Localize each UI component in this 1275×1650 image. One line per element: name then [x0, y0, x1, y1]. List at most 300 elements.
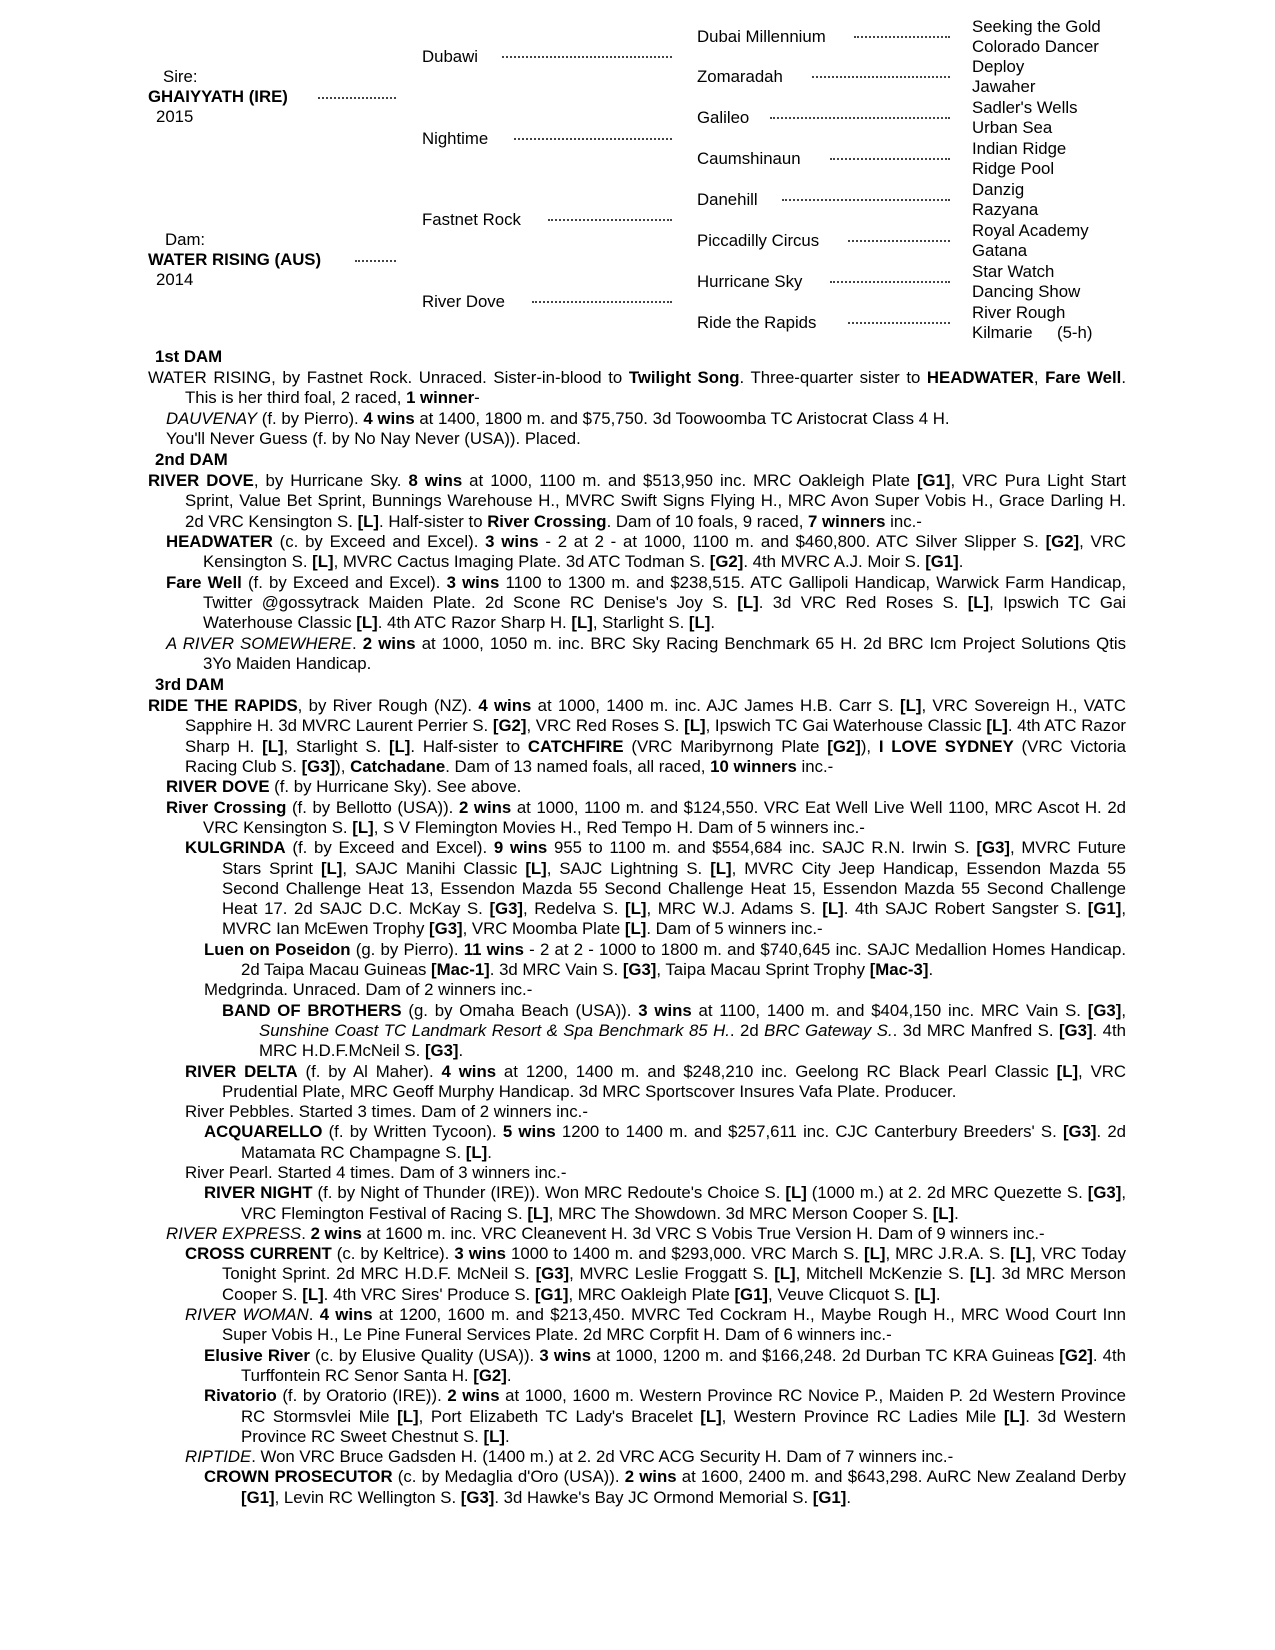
- dam-name: WATER RISING (AUS): [148, 250, 322, 269]
- entry-text: 4 wins: [363, 408, 415, 428]
- gen4-name: Gatana: [972, 241, 1028, 260]
- entry-text: River Pebbles. Started 3 times. Dam of 2 winners inc.-: [185, 1102, 588, 1122]
- leader-dots: [502, 56, 672, 58]
- gen4-name: Kilmarie: [972, 323, 1033, 342]
- entry-text: 8 wins: [408, 471, 463, 491]
- family-entry: [148, 1224, 1126, 1244]
- entry-text: [Mac-1]: [431, 960, 490, 980]
- entry-text: . 4th MRC H.D.F.McNeil S.: [259, 1020, 1126, 1061]
- entry-text: . 3d MRC Merson Cooper S.: [222, 1264, 1126, 1304]
- family-entry: [148, 1467, 1126, 1508]
- entry-text: RIVER DOVE: [166, 777, 270, 797]
- entry-text: [L]: [864, 1244, 886, 1264]
- entry-text: inc.-: [885, 511, 922, 531]
- entry-text: Rivatorio: [204, 1386, 277, 1406]
- leader-dots: [782, 199, 950, 201]
- entry-text: 10 winners: [710, 757, 797, 777]
- entry-text: 955 to 1100 m. and $554,684 inc. SAJC R.N. Irwin S.: [547, 838, 977, 858]
- entry-text: (c. by Keltrice).: [331, 1244, 455, 1264]
- family-entry: [148, 1183, 1126, 1224]
- entry-text: at 1000, 1400 m. inc. AJC James H.B. Carr S.: [531, 696, 900, 716]
- entry-text: 4 wins: [319, 1305, 373, 1325]
- entry-text: 3 wins: [485, 532, 539, 552]
- entry-text: [L]: [262, 736, 284, 756]
- entry-text: (f. by Pierro).: [257, 408, 364, 428]
- gen4-name: Ridge Pool: [972, 159, 1055, 178]
- entry-text: (f. by Exceed and Excel).: [241, 572, 447, 592]
- entry-text: Medgrinda. Unraced. Dam of 2 winners inc.-: [204, 980, 533, 1000]
- entry-text: , VRC Prudential Plate, MRC Geoff Murphy Handicap. 3d MRC Sportscover Insures Vafa Plate. Producer.: [222, 1061, 1127, 1101]
- entry-text: - 2 at 2 - at 1000, 1100 m. and $460,800. ATC Silver Slipper S.: [538, 532, 1046, 552]
- entry-text: RIVER NIGHT: [204, 1183, 313, 1203]
- entry-text: Fare Well: [166, 572, 242, 592]
- entry-text: .: [958, 552, 964, 572]
- entry-text: [L]: [822, 899, 844, 919]
- entry-text: 2 wins: [310, 1223, 362, 1243]
- entry-text: 2 wins: [362, 633, 416, 653]
- family-entry: [148, 1001, 1126, 1062]
- entry-text: [G3]: [429, 919, 463, 939]
- entry-text: ,: [1121, 1000, 1126, 1020]
- entry-text: (f. by Oratorio (IRE)).: [276, 1386, 448, 1406]
- leader-dots: [514, 138, 672, 140]
- entry-text: [G3]: [622, 960, 657, 980]
- entry-text: 2 wins: [624, 1467, 677, 1487]
- entry-text: . 4th MVRC A.J. Moir S.: [743, 552, 926, 572]
- entry-text: .: [458, 1041, 464, 1061]
- entry-text: , VRC Sovereign H., VATC Sapphire H. 3d MVRC Laurent Perrier S.: [185, 696, 1126, 736]
- entry-text: (f. by Hurricane Sky). See above.: [269, 777, 522, 797]
- entry-text: , Redelva S.: [523, 899, 625, 919]
- entry-text: [G3]: [976, 838, 1010, 858]
- entry-text: RIVER EXPRESS: [166, 1223, 302, 1243]
- entry-text: . 3d VRC Red Roses S.: [758, 592, 968, 612]
- gen4-name: Danzig: [972, 180, 1025, 199]
- entry-text: 3 wins: [446, 572, 500, 592]
- entry-text: at 1000, 1100 m. and $124,550. VRC Eat Well Live Well 1100, MRC Ascot H. 2d VRC Kensington S.: [203, 797, 1127, 837]
- entry-text: - 2 at 2 - 1000 to 1800 m. and $740,645 inc. SAJC Medallion Homes Handicap. 2d Taipa Macau Guineas: [241, 939, 1126, 980]
- entry-text: 4 wins: [478, 696, 532, 716]
- third-dam-heading: 3rd DAM: [155, 675, 224, 695]
- leader-dots: [854, 36, 950, 38]
- entry-text: [G3]: [535, 1264, 570, 1284]
- family-entry: [148, 409, 1126, 429]
- entry-text: , MRC W.J. Adams S.: [646, 899, 823, 919]
- gen4-name: Indian Ridge: [972, 139, 1067, 158]
- entry-text: , VRC Moomba Plate: [462, 919, 625, 939]
- entry-text: [G1]: [916, 471, 951, 491]
- entry-text: . 4th VRC Sires' Produce S.: [323, 1284, 535, 1304]
- entry-text: . 3d MRC Vain S.: [489, 960, 623, 980]
- entry-text: [L]: [397, 1406, 419, 1426]
- entry-text: [G1]: [812, 1487, 847, 1507]
- family-entry: [148, 980, 1126, 1000]
- family-entry: [148, 368, 1126, 409]
- gen3-name: Danehill: [697, 190, 758, 209]
- entry-text: , MVRC Future Stars Sprint: [222, 838, 1126, 878]
- entry-text: [G1]: [534, 1284, 569, 1304]
- entry-text: (g. by Pierro).: [350, 939, 464, 959]
- entry-text: (g. by Omaha Beach (USA)).: [401, 1000, 639, 1020]
- entry-text: , VRC Kensington S.: [203, 532, 1126, 572]
- entry-text: .: [352, 633, 363, 653]
- entry-text: , MRC J.R.A. S.: [885, 1244, 1010, 1264]
- entry-text: [G2]: [473, 1365, 507, 1385]
- entry-text: at 1000, 1600 m. Western Province RC Novice P., Maiden P. 2d Western Province RC Stormsvlei Mile: [241, 1386, 1126, 1426]
- entry-text: [L]: [483, 1426, 505, 1446]
- entry-text: [G1]: [734, 1284, 769, 1304]
- entry-text: . 4th Turffontein RC Senor Santa H.: [241, 1345, 1126, 1385]
- entry-text: Sunshine Coast TC Landmark Resort & Spa Benchmark 85 H.: [259, 1020, 730, 1040]
- family-entry: [148, 1122, 1126, 1163]
- entry-text: [L]: [465, 1142, 488, 1162]
- entry-text: (1000 m.) at 2. 2d MRC Quezette S.: [806, 1183, 1088, 1203]
- pedigree-chart: [0, 0, 1275, 350]
- sire-name: GHAIYYATH (IRE): [148, 87, 288, 106]
- entry-text: 2 wins: [458, 797, 512, 817]
- entry-text: , Western Province RC Ladies Mile: [721, 1406, 1004, 1426]
- entry-text: KULGRINDA: [185, 838, 286, 858]
- entry-text: Twilight Song: [628, 368, 740, 387]
- entry-text: Fare Well: [1045, 368, 1122, 387]
- first-dam-heading: 1st DAM: [155, 347, 223, 366]
- entry-text: . 2d Matamata RC Champagne S.: [241, 1122, 1127, 1162]
- entry-text: (f. by Written Tycoon).: [322, 1122, 503, 1142]
- entry-text: River Crossing: [487, 511, 607, 531]
- sire-label: Sire:: [163, 67, 198, 86]
- entry-text: River Pearl. Started 4 times. Dam of 3 winners inc.-: [185, 1162, 567, 1182]
- entry-text: [L]: [357, 511, 380, 531]
- entry-text: 1100 to 1300 m. and $238,515. ATC Gallipoli Handicap, Warwick Farm Handicap, Twitter @gossytrack Maiden Plate. 2d Scone RC Denise's Joy S.: [203, 572, 1126, 612]
- sire-year: 2015: [156, 107, 194, 126]
- entry-text: 7 winners: [808, 511, 886, 531]
- entry-text: .: [487, 1142, 492, 1162]
- entry-text: A RIVER SOMEWHERE: [166, 633, 352, 653]
- entry-text: ACQUARELLO: [204, 1122, 323, 1142]
- family-entry: [148, 1386, 1126, 1447]
- entry-text: .: [710, 613, 716, 633]
- entry-text: -: [474, 388, 480, 408]
- gen4-name: Sadler's Wells: [972, 98, 1078, 117]
- entry-text: , Ipswich TC Gai Waterhouse Classic: [705, 716, 987, 736]
- entry-text: (VRC Victoria Racing Club S.: [185, 736, 1127, 777]
- entry-text: , SAJC Lightning S.: [546, 858, 711, 878]
- entry-text: at 1000, 1050 m. inc. BRC Sky Racing Benchmark 65 H. 2d BRC Icm Project Solutions Qtis 3Yo Maiden Handicap.: [203, 633, 1127, 673]
- entry-text: RIPTIDE: [185, 1447, 252, 1467]
- dam-year: 2014: [156, 270, 194, 289]
- entry-text: (VRC Maribyrnong Plate: [623, 736, 828, 756]
- entry-text: [L]: [700, 1406, 722, 1426]
- entry-text: [L]: [967, 592, 990, 612]
- leader-dots: [548, 219, 672, 221]
- entry-text: RIVER DOVE: [148, 471, 254, 491]
- gen2-name: River Dove: [422, 292, 505, 311]
- family-entry: [148, 798, 1126, 839]
- entry-text: 9 wins: [493, 838, 548, 858]
- entry-text: , VRC Today Tonight Sprint. 2d MRC H.D.F. McNeil S.: [222, 1244, 1126, 1284]
- inbreeding-note: (5-h): [1057, 323, 1093, 342]
- entry-text: [G3]: [489, 899, 524, 919]
- entry-text: . Dam of 10 foals, 9 raced,: [606, 511, 809, 531]
- entry-text: . 3d Hawke's Bay JC Ormond Memorial S.: [494, 1487, 813, 1507]
- leader-dots: [812, 76, 950, 78]
- entry-text: CROSS CURRENT: [185, 1244, 332, 1264]
- entry-text: .: [506, 1365, 512, 1385]
- entry-text: [L]: [352, 817, 374, 837]
- entry-text: , Levin RC Wellington S.: [274, 1487, 461, 1507]
- family-entry: [148, 471, 1126, 532]
- entry-text: , Starlight S.: [283, 736, 389, 756]
- entry-text: [L]: [684, 716, 706, 736]
- entry-text: . Dam of 13 named foals, all raced,: [445, 757, 711, 777]
- entry-text: Elusive River: [204, 1345, 310, 1365]
- entry-text: River Crossing: [166, 797, 287, 817]
- entry-text: [G2]: [827, 736, 861, 756]
- entry-text: inc.-: [796, 757, 834, 777]
- entry-text: , by Hurricane Sky.: [253, 471, 409, 491]
- family-entry: [148, 838, 1126, 939]
- entry-text: CATCHFIRE: [527, 736, 624, 756]
- entry-text: . Half-sister to: [379, 511, 488, 531]
- entry-text: , Port Elizabeth TC Lady's Bracelet: [418, 1406, 701, 1426]
- dam-label: Dam:: [165, 230, 206, 249]
- leader-dots: [532, 301, 672, 303]
- entry-text: Catchadane: [350, 757, 446, 777]
- entry-text: DAUVENAY: [166, 408, 258, 428]
- entry-text: , VRC Pura Light Start Sprint, Value Bet Sprint, Bunnings Warehouse H., MVRC Swift Signs Flying H., MRC Avon Super Vobis H., Grace Darling H. 2d VRC Kensington S.: [185, 471, 1126, 531]
- entry-text: , VRC Red Roses S.: [526, 716, 685, 736]
- entry-text: [L]: [625, 899, 647, 919]
- entry-text: [G2]: [1059, 1345, 1093, 1365]
- leader-dots: [830, 158, 950, 160]
- entry-text: [G3]: [1058, 1020, 1093, 1040]
- entry-text: . 3d Western Province RC Sweet Chestnut S.: [241, 1406, 1126, 1446]
- entry-text: [L]: [1003, 1406, 1026, 1426]
- entry-text: 1200 to 1400 m. and $257,611 inc. CJC Canterbury Breeders' S.: [555, 1122, 1063, 1142]
- entry-text: [L]: [1009, 1244, 1032, 1264]
- entry-text: .: [504, 1426, 510, 1446]
- entry-text: [G1]: [241, 1487, 275, 1507]
- entry-text: [L]: [525, 858, 547, 878]
- entry-text: (c. by Medaglia d'Oro (USA)).: [392, 1467, 625, 1487]
- entry-text: ),: [860, 736, 879, 756]
- gen4-name: Razyana: [972, 200, 1039, 219]
- entry-text: [L]: [571, 613, 593, 633]
- entry-text: 3 wins: [638, 1000, 692, 1020]
- entry-text: [L]: [785, 1183, 807, 1203]
- leader-dots: [770, 117, 950, 119]
- entry-text: , Taipa Macau Sprint Trophy: [656, 960, 870, 980]
- family-entry: [148, 429, 1126, 449]
- entry-text: at 1400, 1800 m. and $75,750. 3d Toowoomba TC Aristocrat Class 4 H.: [414, 408, 950, 428]
- entry-text: [L]: [624, 919, 647, 939]
- family-entry: [148, 1163, 1126, 1183]
- entry-text: . 4th ATC Razor Sharp H.: [377, 613, 572, 633]
- entry-text: . This is her third foal, 2 raced,: [185, 368, 1126, 408]
- entry-text: ,: [1033, 368, 1046, 387]
- entry-text: RIDE THE RAPIDS: [148, 696, 298, 716]
- entry-text: RIVER WOMAN: [185, 1305, 309, 1325]
- entry-text: WATER RISING, by Fastnet Rock. Unraced. Sister-in-blood to: [148, 368, 629, 387]
- entry-text: , Veuve Clicquot S.: [768, 1284, 915, 1304]
- entry-text: ),: [335, 757, 351, 777]
- gen2-name: Dubawi: [422, 47, 478, 66]
- entry-text: (f. by Night of Thunder (IRE)). Won MRC Redoute's Choice S.: [312, 1183, 786, 1203]
- entry-text: [L]: [932, 1203, 955, 1223]
- entry-text: [G2]: [709, 552, 744, 572]
- entry-text: [L]: [1056, 1061, 1079, 1081]
- entry-text: 4 wins: [441, 1061, 497, 1081]
- entry-text: 5 wins: [502, 1122, 556, 1142]
- family-entry: [148, 1447, 1126, 1467]
- gen4-name: Seeking the Gold: [972, 17, 1101, 36]
- entry-text: 3 wins: [539, 1345, 592, 1365]
- leader-dots: [355, 260, 396, 262]
- family-entry: [148, 1346, 1126, 1387]
- entry-text: , SAJC Manihi Classic: [342, 858, 526, 878]
- entry-text: , Mitchell McKenzie S.: [795, 1264, 970, 1284]
- family-entry: [148, 1305, 1126, 1346]
- entry-text: .: [954, 1203, 959, 1223]
- entry-text: , S V Flemington Movies H., Red Tempo H. Dam of 5 winners inc.-: [373, 817, 865, 837]
- entry-text: .: [935, 1284, 941, 1304]
- entry-text: [L]: [969, 1264, 992, 1284]
- entry-text: . 4th ATC Razor Sharp H.: [185, 716, 1126, 756]
- entry-text: RIVER DELTA: [185, 1061, 298, 1081]
- entry-text: 2 wins: [447, 1386, 500, 1406]
- family-entry: [148, 1062, 1126, 1103]
- entry-text: , MRC The Showdown. 3d MRC Merson Cooper S.: [548, 1203, 933, 1223]
- entry-text: . 2d: [729, 1020, 765, 1040]
- family-entry: [148, 1102, 1126, 1122]
- gen3-name: Hurricane Sky: [697, 272, 803, 291]
- entry-text: at 1200, 1400 m. and $248,210 inc. Geelong RC Black Pearl Classic: [496, 1061, 1057, 1081]
- family-entry: [148, 532, 1126, 573]
- entry-text: BAND OF BROTHERS: [222, 1000, 402, 1020]
- gen2-name: Nightime: [422, 129, 489, 148]
- family-entry: [148, 777, 1126, 797]
- gen3-name: Dubai Millennium: [697, 27, 826, 46]
- entry-text: [L]: [774, 1264, 796, 1284]
- entry-text: [L]: [737, 592, 759, 612]
- gen2-name: Fastnet Rock: [422, 210, 521, 229]
- entry-text: . Three-quarter sister to: [739, 368, 927, 387]
- entry-text: [G3]: [460, 1487, 495, 1507]
- entry-text: 1000 to 1400 m. and $293,000. VRC March S.: [506, 1244, 865, 1264]
- entry-text: [G3]: [424, 1041, 459, 1061]
- entry-text: .: [301, 1223, 311, 1243]
- entry-text: 3 wins: [454, 1244, 507, 1264]
- entry-text: , Starlight S.: [592, 613, 689, 633]
- entry-text: [G3]: [1062, 1122, 1097, 1142]
- leader-dots: [830, 281, 950, 283]
- entry-text: , MVRC Cactus Imaging Plate. 3d ATC Todman S.: [333, 552, 710, 572]
- gen4-name: Jawaher: [972, 77, 1036, 96]
- family-entry: [148, 573, 1126, 634]
- entry-text: (f. by Exceed and Excel).: [285, 838, 494, 858]
- entry-text: [L]: [527, 1203, 549, 1223]
- entry-text: BRC Gateway S.: [764, 1020, 893, 1040]
- entry-text: , MVRC City Jeep Handicap, Essendon Mazda 55 Second Challenge Heat 13, Essendon Mazda 55 Second Challenge Heat 15, Essendon Mazda 55 Second Challenge Heat 17. 2d SAJC D.C. McKay S.: [222, 858, 1126, 919]
- entry-text: You'll Never Guess (f. by No Nay Never (USA)). Placed.: [166, 428, 581, 448]
- leader-dots: [318, 97, 396, 99]
- entry-text: [G3]: [1087, 1000, 1122, 1020]
- gen3-name: Ride the Rapids: [697, 313, 817, 332]
- entry-text: [L]: [986, 716, 1008, 736]
- gen3-name: Caumshinaun: [697, 149, 801, 168]
- entry-text: Luen on Poseidon: [204, 939, 351, 959]
- family-entry: [148, 696, 1126, 777]
- entry-text: CROWN PROSECUTOR: [204, 1467, 393, 1487]
- entry-text: . 4th SAJC Robert Sangster S.: [843, 899, 1088, 919]
- second-dam-heading: 2nd DAM: [155, 450, 228, 470]
- entry-text: . 3d MRC Manfred S.: [892, 1020, 1059, 1040]
- entry-text: HEADWATER: [166, 532, 273, 552]
- entry-text: (f. by Bellotto (USA)).: [286, 797, 459, 817]
- entry-text: , by River Rough (NZ).: [297, 696, 479, 716]
- entry-text: (f. by Al Maher).: [297, 1061, 442, 1081]
- family-entry: [148, 1244, 1126, 1305]
- entry-text: [L]: [688, 613, 711, 633]
- entry-text: [L]: [312, 552, 334, 572]
- entry-text: [G3]: [1087, 1183, 1122, 1203]
- entry-text: [L]: [388, 736, 411, 756]
- entry-text: . Won VRC Bruce Gadsden H. (1400 m.) at 2. 2d VRC ACG Security H. Dam of 7 winners inc.-: [251, 1447, 954, 1467]
- gen4-name: Dancing Show: [972, 282, 1081, 301]
- entry-text: [L]: [900, 696, 922, 716]
- entry-text: . Half-sister to: [410, 736, 528, 756]
- entry-text: [G2]: [1045, 532, 1080, 552]
- entry-text: , MRC Oakleigh Plate: [568, 1284, 735, 1304]
- gen3-name: Galileo: [697, 108, 750, 127]
- entry-text: , Ipswich TC Gai Waterhouse Classic: [203, 592, 1126, 633]
- gen3-name: Zomaradah: [697, 67, 783, 86]
- entry-text: [G1]: [925, 552, 959, 572]
- entry-text: 1 winner: [406, 388, 475, 408]
- entry-text: at 1600 m. inc. VRC Cleanevent H. 3d VRC S Vobis True Version H. Dam of 9 winners inc.-: [361, 1223, 1045, 1243]
- entry-text: HEADWATER: [926, 368, 1034, 387]
- entry-text: .: [846, 1487, 852, 1507]
- entry-text: . Dam of 5 winners inc.-: [646, 919, 823, 939]
- entry-text: at 1200, 1600 m. and $213,450. MVRC Ted Cockram H., Maybe Rough H., MRC Wood Court Inn Super Vobis H., Le Pine Funeral Services Plate. 2d MRC Corpfit H. Dam of 6 winners inc.-: [222, 1305, 1126, 1345]
- gen4-name: Urban Sea: [972, 118, 1053, 137]
- gen4-name: Deploy: [972, 57, 1025, 76]
- entry-text: .: [308, 1305, 320, 1325]
- family-entry: [148, 634, 1126, 675]
- entry-text: [L]: [356, 613, 378, 633]
- entry-text: at 1600, 2400 m. and $643,298. AuRC New Zealand Derby: [676, 1467, 1126, 1487]
- family-entry: [148, 940, 1126, 981]
- gen4-name: Star Watch: [972, 262, 1055, 281]
- gen4-name: River Rough: [972, 303, 1066, 322]
- family-record: [148, 346, 1126, 1508]
- entry-text: [L]: [914, 1284, 936, 1304]
- gen4-name: Colorado Dancer: [972, 37, 1099, 56]
- entry-text: [L]: [302, 1284, 324, 1304]
- entry-text: [Mac-3]: [869, 960, 929, 980]
- entry-text: at 1000, 1100 m. and $513,950 inc. MRC Oakleigh Plate: [462, 471, 917, 491]
- entry-text: at 1000, 1200 m. and $166,248. 2d Durban TC KRA Guineas: [591, 1345, 1060, 1365]
- entry-text: , VRC Flemington Festival of Racing S.: [241, 1183, 1126, 1223]
- entry-text: , MVRC Leslie Froggatt S.: [569, 1264, 775, 1284]
- entry-text: , MVRC Ian McEwen Trophy: [222, 899, 1126, 939]
- entry-text: at 1100, 1400 m. and $404,150 inc. MRC Vain S.: [691, 1000, 1088, 1020]
- gen3-name: Piccadilly Circus: [697, 231, 820, 250]
- entry-text: [G1]: [1087, 899, 1122, 919]
- entry-text: [L]: [320, 858, 343, 878]
- gen4-name: Royal Academy: [972, 221, 1089, 240]
- entry-text: [G2]: [492, 716, 527, 736]
